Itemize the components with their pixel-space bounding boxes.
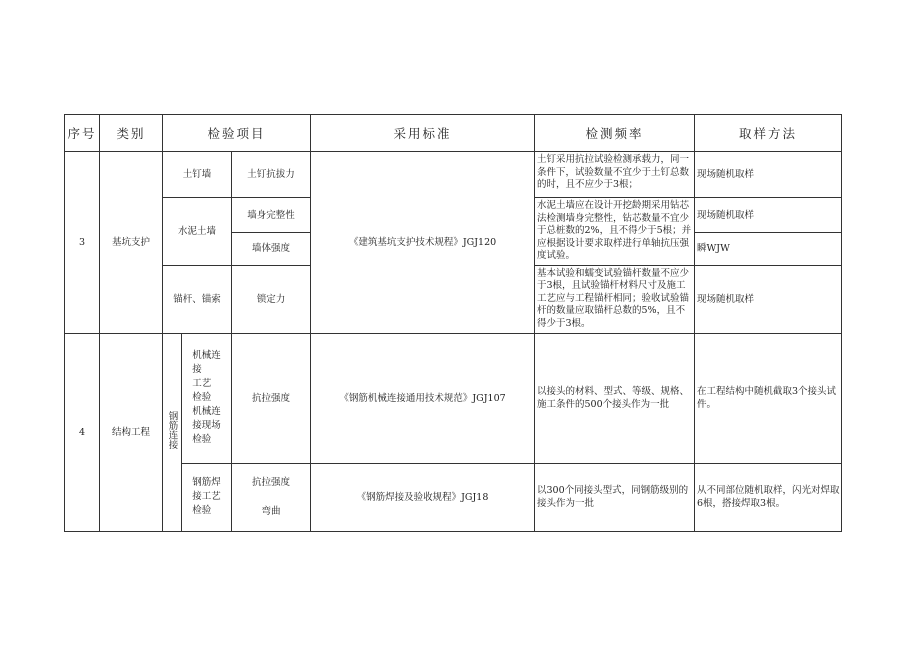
test-weld-tensile: 抗拉强度 xyxy=(251,477,290,488)
inspection-table xyxy=(64,114,842,532)
mech-line: 接现场 xyxy=(192,420,221,431)
table-row xyxy=(65,333,842,463)
subcat-label: 钢筋连接 xyxy=(166,411,178,449)
subcat-rebar-connection xyxy=(163,333,182,531)
table-row xyxy=(65,152,842,198)
sampling-mech: 在工程结构中随机截取3个接头试件。 xyxy=(695,333,842,463)
sampling-4: 现场随机取样 xyxy=(695,265,842,333)
mech-line: 机械连 xyxy=(192,350,221,361)
item-weld xyxy=(182,463,232,531)
freq-weld: 以300个同接头型式，同钢筋级别的接头作为一批 xyxy=(535,463,695,531)
mech-line: 检验 xyxy=(192,434,212,445)
sampling-3: 瞬WJW xyxy=(695,233,842,265)
test-mech-tensile: 抗拉强度 xyxy=(232,333,311,463)
standard-jgj120: 《建筑基坑支护技术规程》JGJ120 xyxy=(311,152,535,334)
header-category: 类别 xyxy=(100,115,163,152)
test-wall-strength: 墙体强度 xyxy=(232,233,311,265)
mech-line: 工艺 xyxy=(192,378,212,389)
sampling-1: 现场随机取样 xyxy=(695,152,842,198)
weld-line: 钢筋焊 xyxy=(192,477,221,488)
sampling-2: 现场随机取样 xyxy=(695,198,842,233)
category-structure: 结构工程 xyxy=(100,333,163,531)
mech-line: 机械连 xyxy=(192,406,221,417)
row-no-4: 4 xyxy=(65,333,100,531)
freq-soil-nail: 土钉采用抗拉试验检测承载力，同一条件下，试验数量不宜少于土钉总数的时，且不应少于3根； xyxy=(535,152,695,198)
freq-mech: 以接头的材料、型式、等级、规格、施工条件的500个接头作为一批 xyxy=(535,333,695,463)
header-no: 序号 xyxy=(65,115,100,152)
test-lock-force: 锁定力 xyxy=(232,265,311,333)
freq-anchor: 基本试验和蠕变试验锚杆数量不应少于3根，且试验锚杆材料尺寸及施工工艺应与工程锚杆相同；验收试验锚杆的数量应取锚杆总数的5%，且不得少于3根。 xyxy=(535,265,695,333)
weld-labels xyxy=(192,476,221,518)
weld-line: 接工艺 xyxy=(192,491,221,502)
category-foundation: 基坑支护 xyxy=(100,152,163,334)
table-row xyxy=(65,463,842,531)
item-mech-connection xyxy=(182,333,232,463)
header-frequency: 检测频率 xyxy=(535,115,695,152)
mech-line: 检验 xyxy=(192,392,212,403)
row-no-3: 3 xyxy=(65,152,100,334)
mech-line: 接 xyxy=(192,364,202,375)
header-standard: 采用标准 xyxy=(311,115,535,152)
test-weld xyxy=(232,463,311,531)
test-nail-pullout: 土钉抗拔力 xyxy=(232,152,311,198)
sampling-weld: 从不同部位随机取样，闪光对焊取6根，搭接焊取3根。 xyxy=(695,463,842,531)
header-row xyxy=(65,115,842,152)
weld-line: 检验 xyxy=(192,505,212,516)
item-anchor: 锚杆、锚索 xyxy=(163,265,232,333)
header-item: 检验项目 xyxy=(163,115,311,152)
item-cement-soil-wall: 水泥土墙 xyxy=(163,198,232,266)
item-soil-nail-wall: 土钉墙 xyxy=(163,152,232,198)
freq-cement-wall: 水泥土墙应在设计开挖龄期采用钻芯法检测墙身完整性，钻芯数量不宜少于总桩数的2%，且不得少于5根；并应根据设计要求取样进行单轴抗压强度试验。 xyxy=(535,198,695,266)
test-weld-bend: 弯曲 xyxy=(261,506,281,517)
standard-jgj18: 《钢筋焊接及验收规程》JGJ18 xyxy=(311,463,535,531)
header-sampling: 取样方法 xyxy=(695,115,842,152)
mech-labels xyxy=(192,349,221,447)
standard-jgj107: 《钢筋机械连接通用技术规范》JGJ107 xyxy=(311,333,535,463)
test-wall-integrity: 墙身完整性 xyxy=(232,198,311,233)
